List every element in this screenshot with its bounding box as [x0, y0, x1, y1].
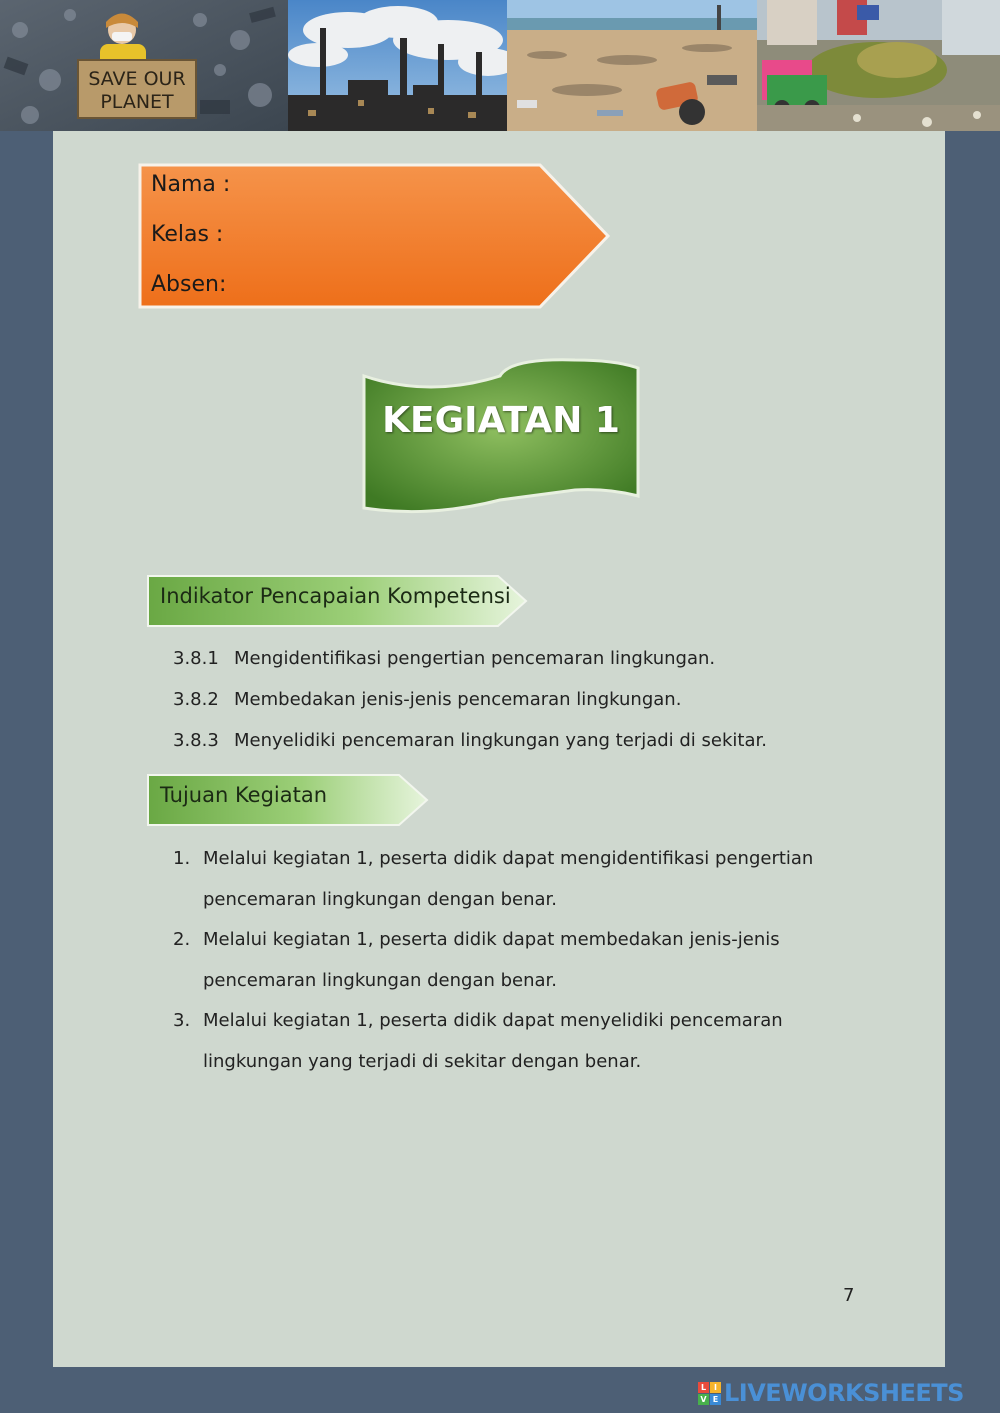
indicator-text: Membedakan jenis-jenis pencemaran lingkungan. [234, 689, 682, 710]
indicator-text: Mengidentifikasi pengertian pencemaran lingkungan. [234, 648, 716, 669]
street-garbage-photo [757, 0, 1000, 131]
number-field[interactable] [221, 270, 525, 302]
indicator-number: 3.8.2 [173, 689, 219, 710]
factory-smoke-photo [288, 0, 507, 131]
sign-text-line1: SAVE OUR [88, 68, 186, 90]
identity-box [137, 162, 612, 310]
liveworksheets-watermark [698, 1378, 994, 1408]
goals-heading-label: Tujuan Kegiatan [160, 783, 328, 807]
goal-text-line1: Melalui kegiatan 1, peserta didik dapat mengidentifikasi pengertian [203, 848, 814, 869]
name-label: Nama : [151, 172, 231, 197]
indicator-heading-label: Indikator Pencapaian Kompetensi [160, 584, 511, 608]
indicator-number: 3.8.1 [173, 648, 219, 669]
banner [0, 0, 1000, 131]
liveworksheets-logo-icon [698, 1382, 721, 1405]
logo-letter: I [710, 1382, 721, 1393]
goal-number: 1. [173, 848, 191, 869]
goal-text-line1: Melalui kegiatan 1, peserta didik dapat menyelidiki pencemaran [203, 1010, 783, 1031]
liveworksheets-text: LIVEWORKSHEETS [724, 1379, 964, 1407]
name-field[interactable] [221, 170, 525, 202]
indicator-number: 3.8.3 [173, 730, 219, 751]
activity-title: KEGIATAN 1 [382, 400, 620, 441]
indicator-heading [146, 574, 528, 628]
child-protest-photo [0, 0, 288, 131]
polluted-beach-photo [507, 0, 757, 131]
class-field[interactable] [221, 220, 525, 252]
indicator-text: Menyelidiki pencemaran lingkungan yang terjadi di sekitar. [234, 730, 767, 751]
number-label: Absen: [151, 272, 227, 297]
logo-letter: E [710, 1394, 721, 1405]
goals-heading [146, 773, 429, 827]
goal-number: 2. [173, 929, 191, 950]
class-label: Kelas : [151, 222, 224, 247]
goal-text-line1: Melalui kegiatan 1, peserta didik dapat membedakan jenis-jenis [203, 929, 780, 950]
logo-letter: L [698, 1382, 709, 1393]
goal-text-line2: lingkungan yang terjadi di sekitar dengan benar. [203, 1051, 642, 1072]
sign-text-line2: PLANET [100, 91, 174, 113]
logo-letter: V [698, 1394, 709, 1405]
activity-flag [360, 358, 642, 518]
goal-number: 3. [173, 1010, 191, 1031]
goal-text-line2: pencemaran lingkungan dengan benar. [203, 889, 558, 910]
page-number: 7 [843, 1285, 855, 1306]
goal-text-line2: pencemaran lingkungan dengan benar. [203, 970, 558, 991]
